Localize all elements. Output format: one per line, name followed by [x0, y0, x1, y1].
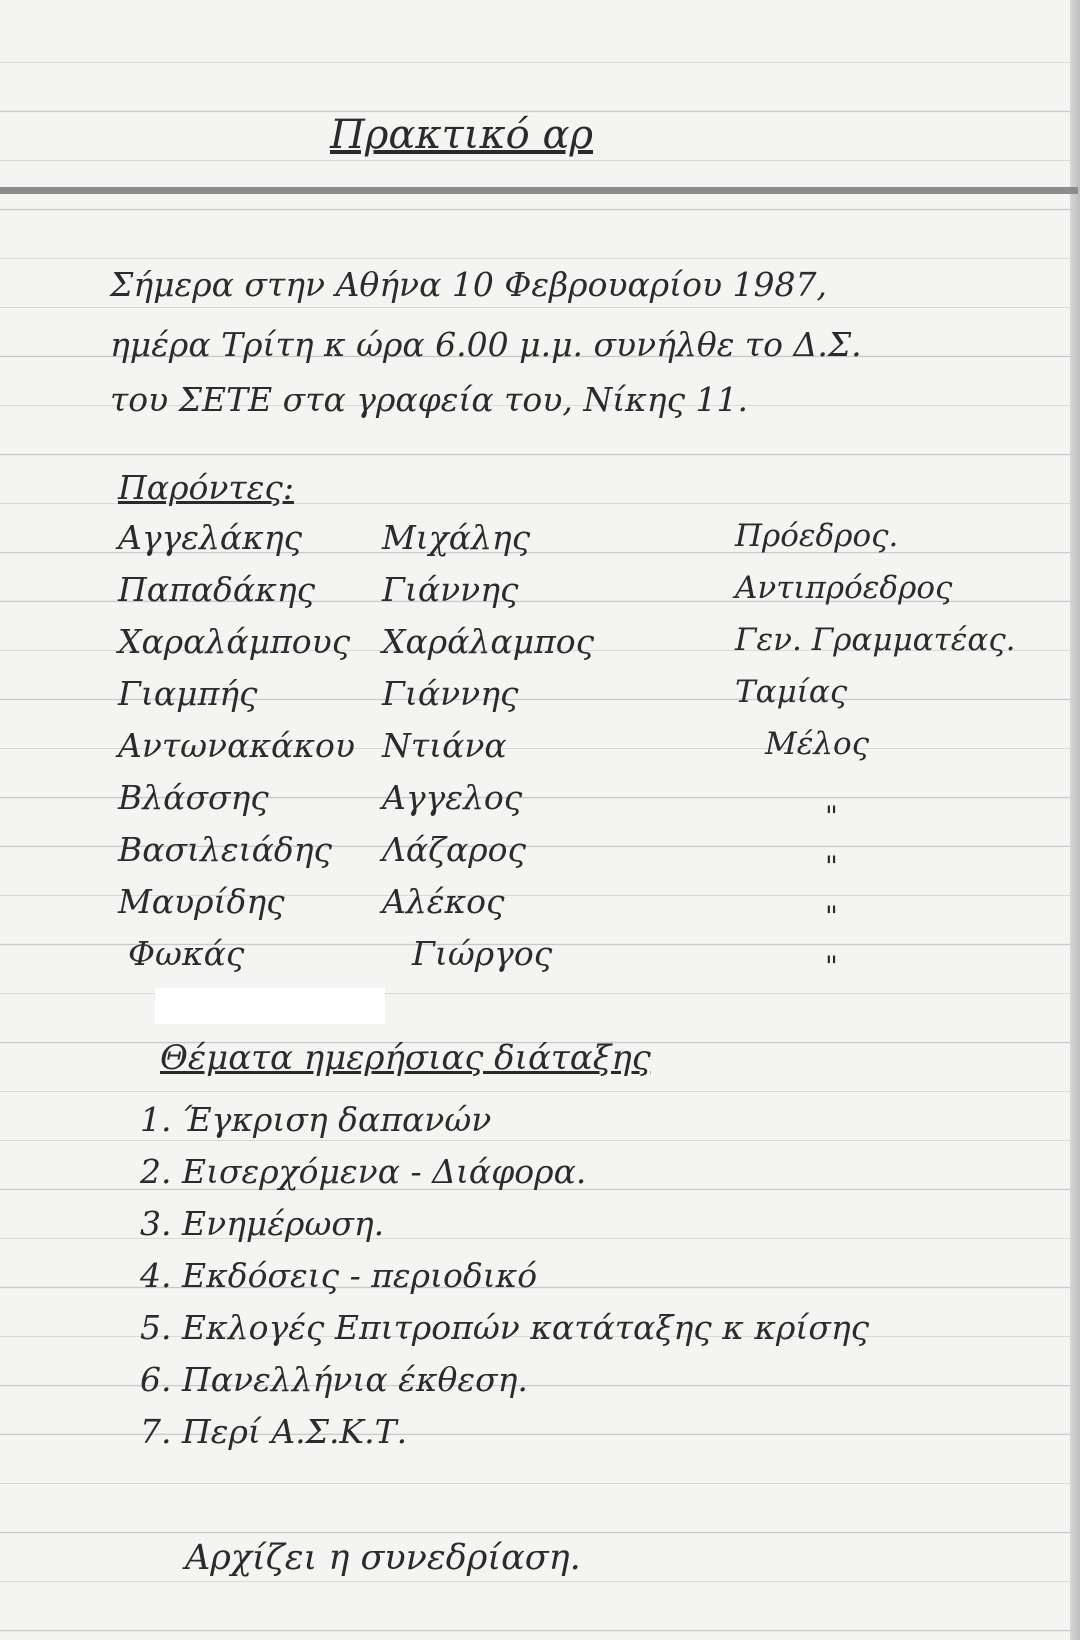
minutes-title: Πρακτικό αρ — [330, 112, 594, 158]
agenda-item: 4. Εκδόσεις - περιοδικό — [140, 1256, 538, 1295]
agenda-item: 1. Έγκριση δαπανών — [140, 1100, 492, 1139]
member-first-name: Λάζαρος — [382, 830, 527, 869]
member-surname: Αντωνακάκου — [118, 726, 355, 765]
member-surname: Βασιλειάδης — [118, 830, 332, 869]
intro-line: του ΣΕΤΕ στα γραφεία του, Νίκης 11. — [110, 380, 749, 419]
agenda-title: Θέματα ημερήσιας διάταξης — [160, 1038, 651, 1078]
agenda-item: 6. Πανελλήνια έκθεση. — [140, 1360, 528, 1399]
member-first-name: Ντιάνα — [382, 726, 507, 765]
member-role: Ταμίας — [735, 674, 848, 710]
agenda-item: 7. Περί Α.Σ.Κ.Τ. — [140, 1412, 408, 1451]
member-surname: Βλάσσης — [118, 778, 269, 817]
member-first-name: Αγγελος — [382, 778, 523, 817]
closing-line: Αρχίζει η συνεδρίαση. — [185, 1538, 581, 1578]
member-first-name: Αλέκος — [382, 882, 505, 921]
member-role: Πρόεδρος. — [735, 518, 899, 554]
member-first-name: Χαράλαμπος — [382, 622, 595, 661]
member-surname: Παπαδάκης — [118, 570, 316, 609]
member-role-ditto: " — [825, 900, 838, 933]
notebook-spine — [1070, 0, 1080, 1640]
member-surname: Μαυρίδης — [118, 882, 285, 921]
member-role-ditto: " — [825, 850, 838, 883]
member-role: Αντιπρόεδρος — [735, 570, 953, 606]
member-surname: Αγγελάκης — [118, 518, 303, 557]
member-first-name: Γιάννης — [382, 674, 519, 713]
intro-line: Σήμερα στην Αθήνα 10 Φεβρουαρίου 1987, — [110, 265, 828, 304]
present-label: Παρόντες: — [118, 468, 294, 507]
intro-line: ημέρα Τρίτη κ ώρα 6.00 μ.μ. συνήλθε το Δ.Σ. — [110, 325, 862, 364]
member-role: Γεν. Γραμματέας. — [735, 622, 1016, 658]
member-first-name: Μιχάλης — [382, 518, 531, 557]
member-surname: Χαραλάμπους — [118, 622, 351, 661]
member-role: Μέλος — [765, 726, 870, 762]
header-rule — [0, 187, 1078, 194]
member-role-ditto: " — [825, 800, 838, 833]
member-role-ditto: " — [825, 950, 838, 983]
agenda-item: 2. Εισερχόμενα - Διάφορα. — [140, 1152, 587, 1191]
member-first-name: Γιάννης — [382, 570, 519, 609]
agenda-item: 3. Ενημέρωση. — [140, 1204, 385, 1243]
member-surname: Φωκάς — [128, 934, 245, 973]
redaction-box — [155, 988, 385, 1024]
agenda-item: 5. Εκλογές Επιτροπών κατάταξης κ κρίσης — [140, 1308, 870, 1347]
member-first-name: Γιώργος — [412, 934, 553, 973]
member-surname: Γιαμπής — [118, 674, 258, 713]
